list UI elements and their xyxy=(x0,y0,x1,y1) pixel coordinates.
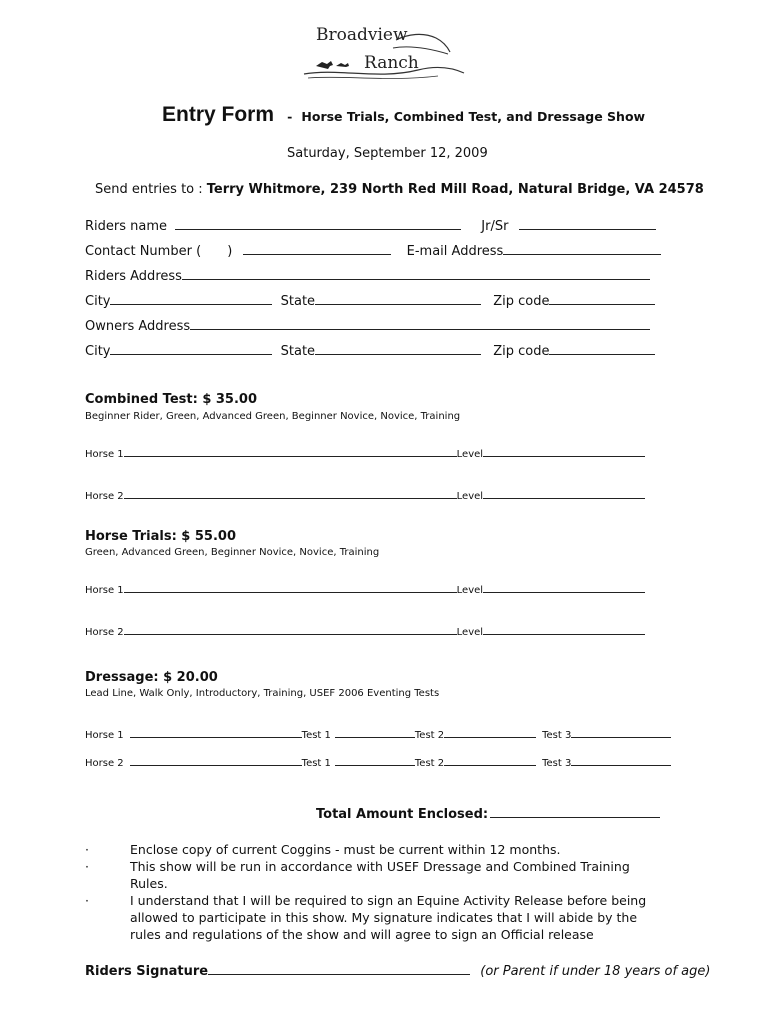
ct-horse2-label: Horse 2 xyxy=(85,491,124,502)
note-text: This show will be run in accordance with USEF Dressage and Combined Training Rules. xyxy=(130,859,630,891)
city-row-1 xyxy=(85,291,655,309)
ht-level1-field[interactable] xyxy=(483,582,645,593)
note-text: I understand that I will be required to sign an Equine Activity Release before being allowed to participate in this show. My signature indicates that I will abide by the rules and regulations of the show and will agree to sign an Official release xyxy=(130,893,647,942)
zip-label-2: Zip code xyxy=(493,344,550,359)
form-title-row xyxy=(162,103,645,127)
city-field-2[interactable] xyxy=(110,341,272,355)
owners-address-row xyxy=(85,316,650,334)
contact-row xyxy=(85,241,661,259)
signature-field[interactable] xyxy=(208,961,470,975)
city-row-2 xyxy=(85,341,655,359)
note-text: Enclose copy of current Coggins - must be current within 12 months. xyxy=(130,842,561,857)
ct-horse1-label: Horse 1 xyxy=(85,449,124,460)
dr-horse1-row xyxy=(85,727,671,741)
dr-horse1-field[interactable] xyxy=(130,727,302,738)
send-label: Send entries to : xyxy=(95,182,203,197)
dr-test3-label-2: Test 3 xyxy=(542,758,572,769)
dr-test2-field-1[interactable] xyxy=(444,727,536,738)
logo-line1: Broadview xyxy=(316,25,408,45)
riders-name-row xyxy=(85,216,656,234)
zip-label-1: Zip code xyxy=(493,294,550,309)
ranch-logo xyxy=(298,18,468,84)
ht-level2-field[interactable] xyxy=(483,624,645,635)
state-label-2: State xyxy=(280,344,316,359)
contact-number-field[interactable] xyxy=(243,241,391,255)
contact-number-label: Contact Number ( xyxy=(85,244,202,259)
state-field-1[interactable] xyxy=(315,291,481,305)
riders-address-label: Riders Address xyxy=(85,269,182,284)
dr-test1-field-2[interactable] xyxy=(335,755,415,766)
riders-address-row xyxy=(85,266,650,284)
dr-test2-label-1: Test 2 xyxy=(414,730,445,741)
state-label-1: State xyxy=(280,294,316,309)
ct-level1-field[interactable] xyxy=(483,446,645,457)
owners-address-field[interactable] xyxy=(190,316,650,330)
ct-level2-label: Level xyxy=(456,491,484,502)
bullet-dot: · xyxy=(85,842,89,857)
horse-trials-levels: Green, Advanced Green, Beginner Novice, Novice, Training xyxy=(85,547,380,558)
dr-test3-label-1: Test 3 xyxy=(542,730,572,741)
city-label-2: City xyxy=(85,344,111,359)
email-label: E-mail Address xyxy=(406,244,504,259)
owners-address-label: Owners Address xyxy=(85,319,191,334)
ht-horse2-field[interactable] xyxy=(124,624,457,635)
send-entries-row xyxy=(95,182,704,197)
contact-close-paren: ) xyxy=(227,244,233,259)
ct-level2-field[interactable] xyxy=(483,488,645,499)
dr-test3-field-2[interactable] xyxy=(571,755,671,766)
ct-horse2-row xyxy=(85,488,645,502)
dr-horse2-field[interactable] xyxy=(130,755,302,766)
riders-name-field[interactable] xyxy=(175,216,461,230)
total-label: Total Amount Enclosed: xyxy=(316,807,489,822)
riders-name-label: Riders name xyxy=(85,219,168,234)
ht-level1-label: Level xyxy=(456,585,484,596)
ct-horse1-field[interactable] xyxy=(124,446,457,457)
signature-label: Riders Signature xyxy=(85,964,209,979)
title-dash: - xyxy=(287,109,293,124)
zip-field-1[interactable] xyxy=(549,291,655,305)
dr-horse2-label: Horse 2 xyxy=(85,758,124,769)
dressage-levels: Lead Line, Walk Only, Introductory, Training, USEF 2006 Eventing Tests xyxy=(85,688,440,699)
signature-note: (or Parent if under 18 years of age) xyxy=(480,964,711,979)
dr-test2-field-2[interactable] xyxy=(444,755,536,766)
ht-horse1-field[interactable] xyxy=(124,582,457,593)
note-item xyxy=(85,892,665,943)
dr-horse2-row xyxy=(85,755,671,769)
dr-test1-field-1[interactable] xyxy=(335,727,415,738)
note-item xyxy=(85,858,665,892)
combined-test-heading: Combined Test: $ 35.00 xyxy=(85,392,258,407)
total-amount-field[interactable] xyxy=(490,804,660,818)
combined-test-levels: Beginner Rider, Green, Advanced Green, Beginner Novice, Novice, Training xyxy=(85,411,461,422)
ct-horse2-field[interactable] xyxy=(124,488,457,499)
dr-test1-label-1: Test 1 xyxy=(301,730,331,741)
notes-list xyxy=(85,841,665,943)
ct-level1-label: Level xyxy=(456,449,484,460)
dr-test2-label-2: Test 2 xyxy=(414,758,445,769)
send-address: Terry Whitmore, 239 North Red Mill Road, Natural Bridge, VA 24578 xyxy=(206,182,704,197)
form-subtitle: Horse Trials, Combined Test, and Dressage Show xyxy=(301,109,646,124)
logo-line2: Ranch xyxy=(364,53,419,73)
city-label-1: City xyxy=(85,294,111,309)
total-row xyxy=(316,804,660,822)
dr-test3-field-1[interactable] xyxy=(571,727,671,738)
email-field[interactable] xyxy=(503,241,661,255)
ht-horse2-row xyxy=(85,624,645,638)
dr-horse1-label: Horse 1 xyxy=(85,730,124,741)
ht-horse2-label: Horse 2 xyxy=(85,627,124,638)
ranch-logo-graphic xyxy=(298,18,468,84)
state-field-2[interactable] xyxy=(315,341,481,355)
bullet-dot: · xyxy=(85,859,89,874)
note-item xyxy=(85,841,665,858)
bullet-dot: · xyxy=(85,893,89,908)
horse-trials-heading: Horse Trials: $ 55.00 xyxy=(85,529,236,544)
signature-row xyxy=(85,961,710,979)
ht-horse1-label: Horse 1 xyxy=(85,585,124,596)
ct-horse1-row xyxy=(85,446,645,460)
city-field-1[interactable] xyxy=(110,291,272,305)
ht-level2-label: Level xyxy=(456,627,484,638)
ht-horse1-row xyxy=(85,582,645,596)
form-title: Entry Form xyxy=(162,103,275,126)
jr-sr-label: Jr/Sr xyxy=(481,219,509,234)
event-date: Saturday, September 12, 2009 xyxy=(287,146,488,161)
jr-sr-field[interactable] xyxy=(519,216,656,230)
dr-test1-label-2: Test 1 xyxy=(301,758,331,769)
riders-address-field[interactable] xyxy=(182,266,650,280)
zip-field-2[interactable] xyxy=(549,341,655,355)
dressage-heading: Dressage: $ 20.00 xyxy=(85,670,218,685)
